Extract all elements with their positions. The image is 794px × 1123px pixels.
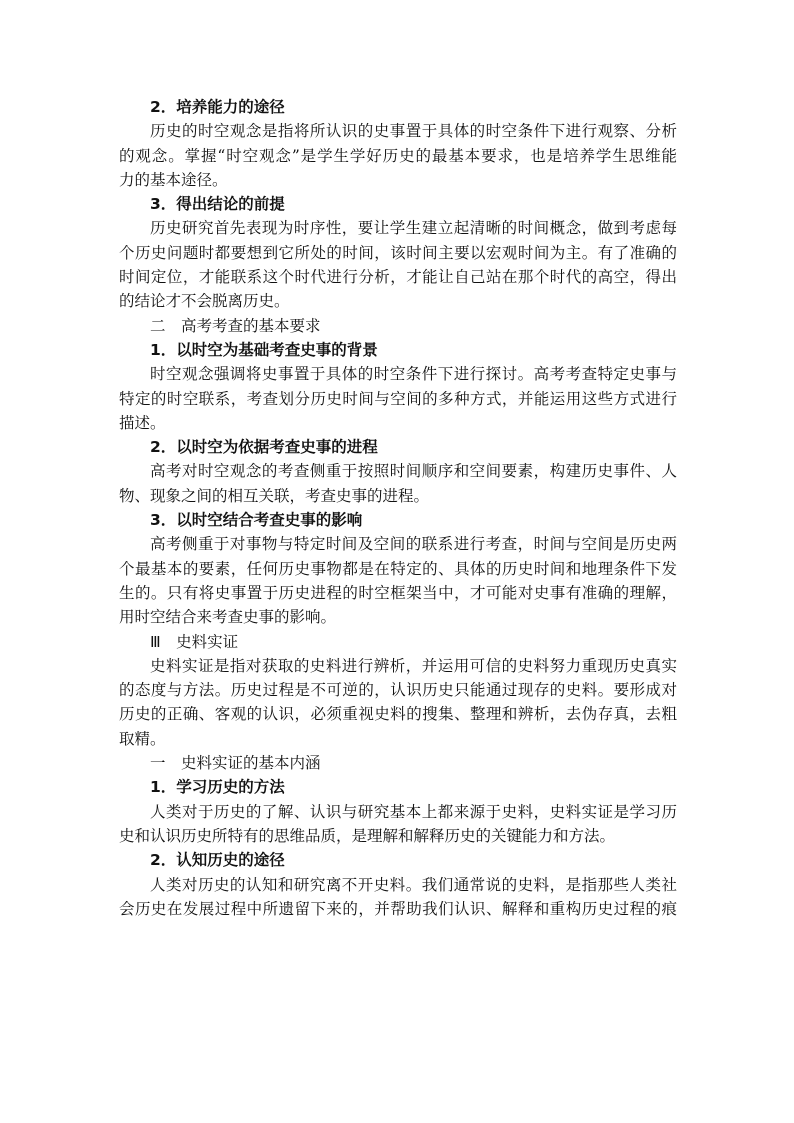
paragraph-line: 历史研究首先表现为时序性，要让学生建立起清晰的时间概念，做到考虑每 [150,219,677,238]
paragraph-line: 个历史问题时都要想到它所处的时间，该时间主要以宏观时间为主。有了准确的 [119,243,677,262]
paragraph-line: 力的基本途径。 [119,170,228,189]
paragraph-line: 历史的时空观念是指将所认识的史事置于具体的时空条件下进行观察、分析 [150,122,677,141]
paragraph-line: 的态度与方法。历史过程是不可逆的，认识历史只能通过现存的史料。要形成对 [119,681,677,700]
document-body [119,95,677,921]
heading-cognition-path: 2．认知历史的途径 [150,851,285,870]
heading-learning-method: 1．学习历史的方法 [150,778,285,797]
paragraph-line: 会历史在发展过程中所遗留下来的，并帮助我们认识、解释和重构历史过程的痕 [119,899,677,918]
paragraph-line: 时空观念强调将史事置于具体的时空条件下进行探讨。高考考查特定史事与 [150,365,677,384]
paragraph-line: 取精。 [119,729,166,748]
section-title-exam-requirements: 二 高考考查的基本要求 [150,316,321,335]
paragraph-line: 描述。 [119,413,166,432]
paragraph-line: 史料实证是指对获取的史料进行辨析，并运用可信的史料努力重现历史真实 [150,656,677,675]
heading-influence: 3．以时空结合考查史事的影响 [150,511,363,530]
paragraph-line: 个最基本的要素，任何历史事物都是在特定的、具体的历史时间和地理条件下发 [119,559,677,578]
paragraph-line: 史和认识历史所特有的思维品质，是理解和解释历史的关键能力和方法。 [119,826,616,845]
heading-background: 1．以时空为基础考查史事的背景 [150,340,378,359]
paragraph-line: 高考对时空观念的考查侧重于按照时间顺序和空间要素，构建历史事件、人 [150,462,677,481]
paragraph-line: 时间定位，才能联系这个时代进行分析，才能让自己站在那个时代的高空，得出 [119,268,677,287]
paragraph-line: 生的。只有将史事置于历史进程的时空框架当中，才可能对史事有准确的理解， [119,583,677,602]
heading-cultivate-ability: 2．培养能力的途径 [150,98,285,116]
section-title-historical-evidence: Ⅲ 史料实证 [150,632,239,651]
paragraph-line: 人类对于历史的了解、认识与研究基本上都来源于史料，史料实证是学习历 [150,802,677,821]
paragraph-line: 物、现象之间的相互关联，考查史事的进程。 [119,486,430,505]
paragraph-line: 用时空结合来考查史事的影响。 [119,608,337,627]
section-title-basic-meaning: 一 史料实证的基本内涵 [150,754,321,773]
heading-process: 2．以时空为依据考查史事的进程 [150,438,378,457]
paragraph-line: 历史的正确、客观的认识，必须重视史料的搜集、整理和辨析，去伪存真，去粗 [119,705,677,724]
paragraph-line: 高考侧重于对事物与特定时间及空间的联系进行考查，时间与空间是历史两 [150,535,677,554]
paragraph-line: 的结论才不会脱离历史。 [119,292,290,311]
paragraph-line: 特定的时空联系，考查划分历史时间与空间的多种方式，并能运用这些方式进行 [119,389,677,408]
heading-conclusion-premise: 3．得出结论的前提 [150,195,285,214]
paragraph-line: 的观念。掌握“时空观念”是学生学好历史的最基本要求，也是培养学生思维能 [119,146,677,165]
paragraph-line: 人类对历史的认知和研究离不开史料。我们通常说的史料，是指那些人类社 [150,875,677,894]
